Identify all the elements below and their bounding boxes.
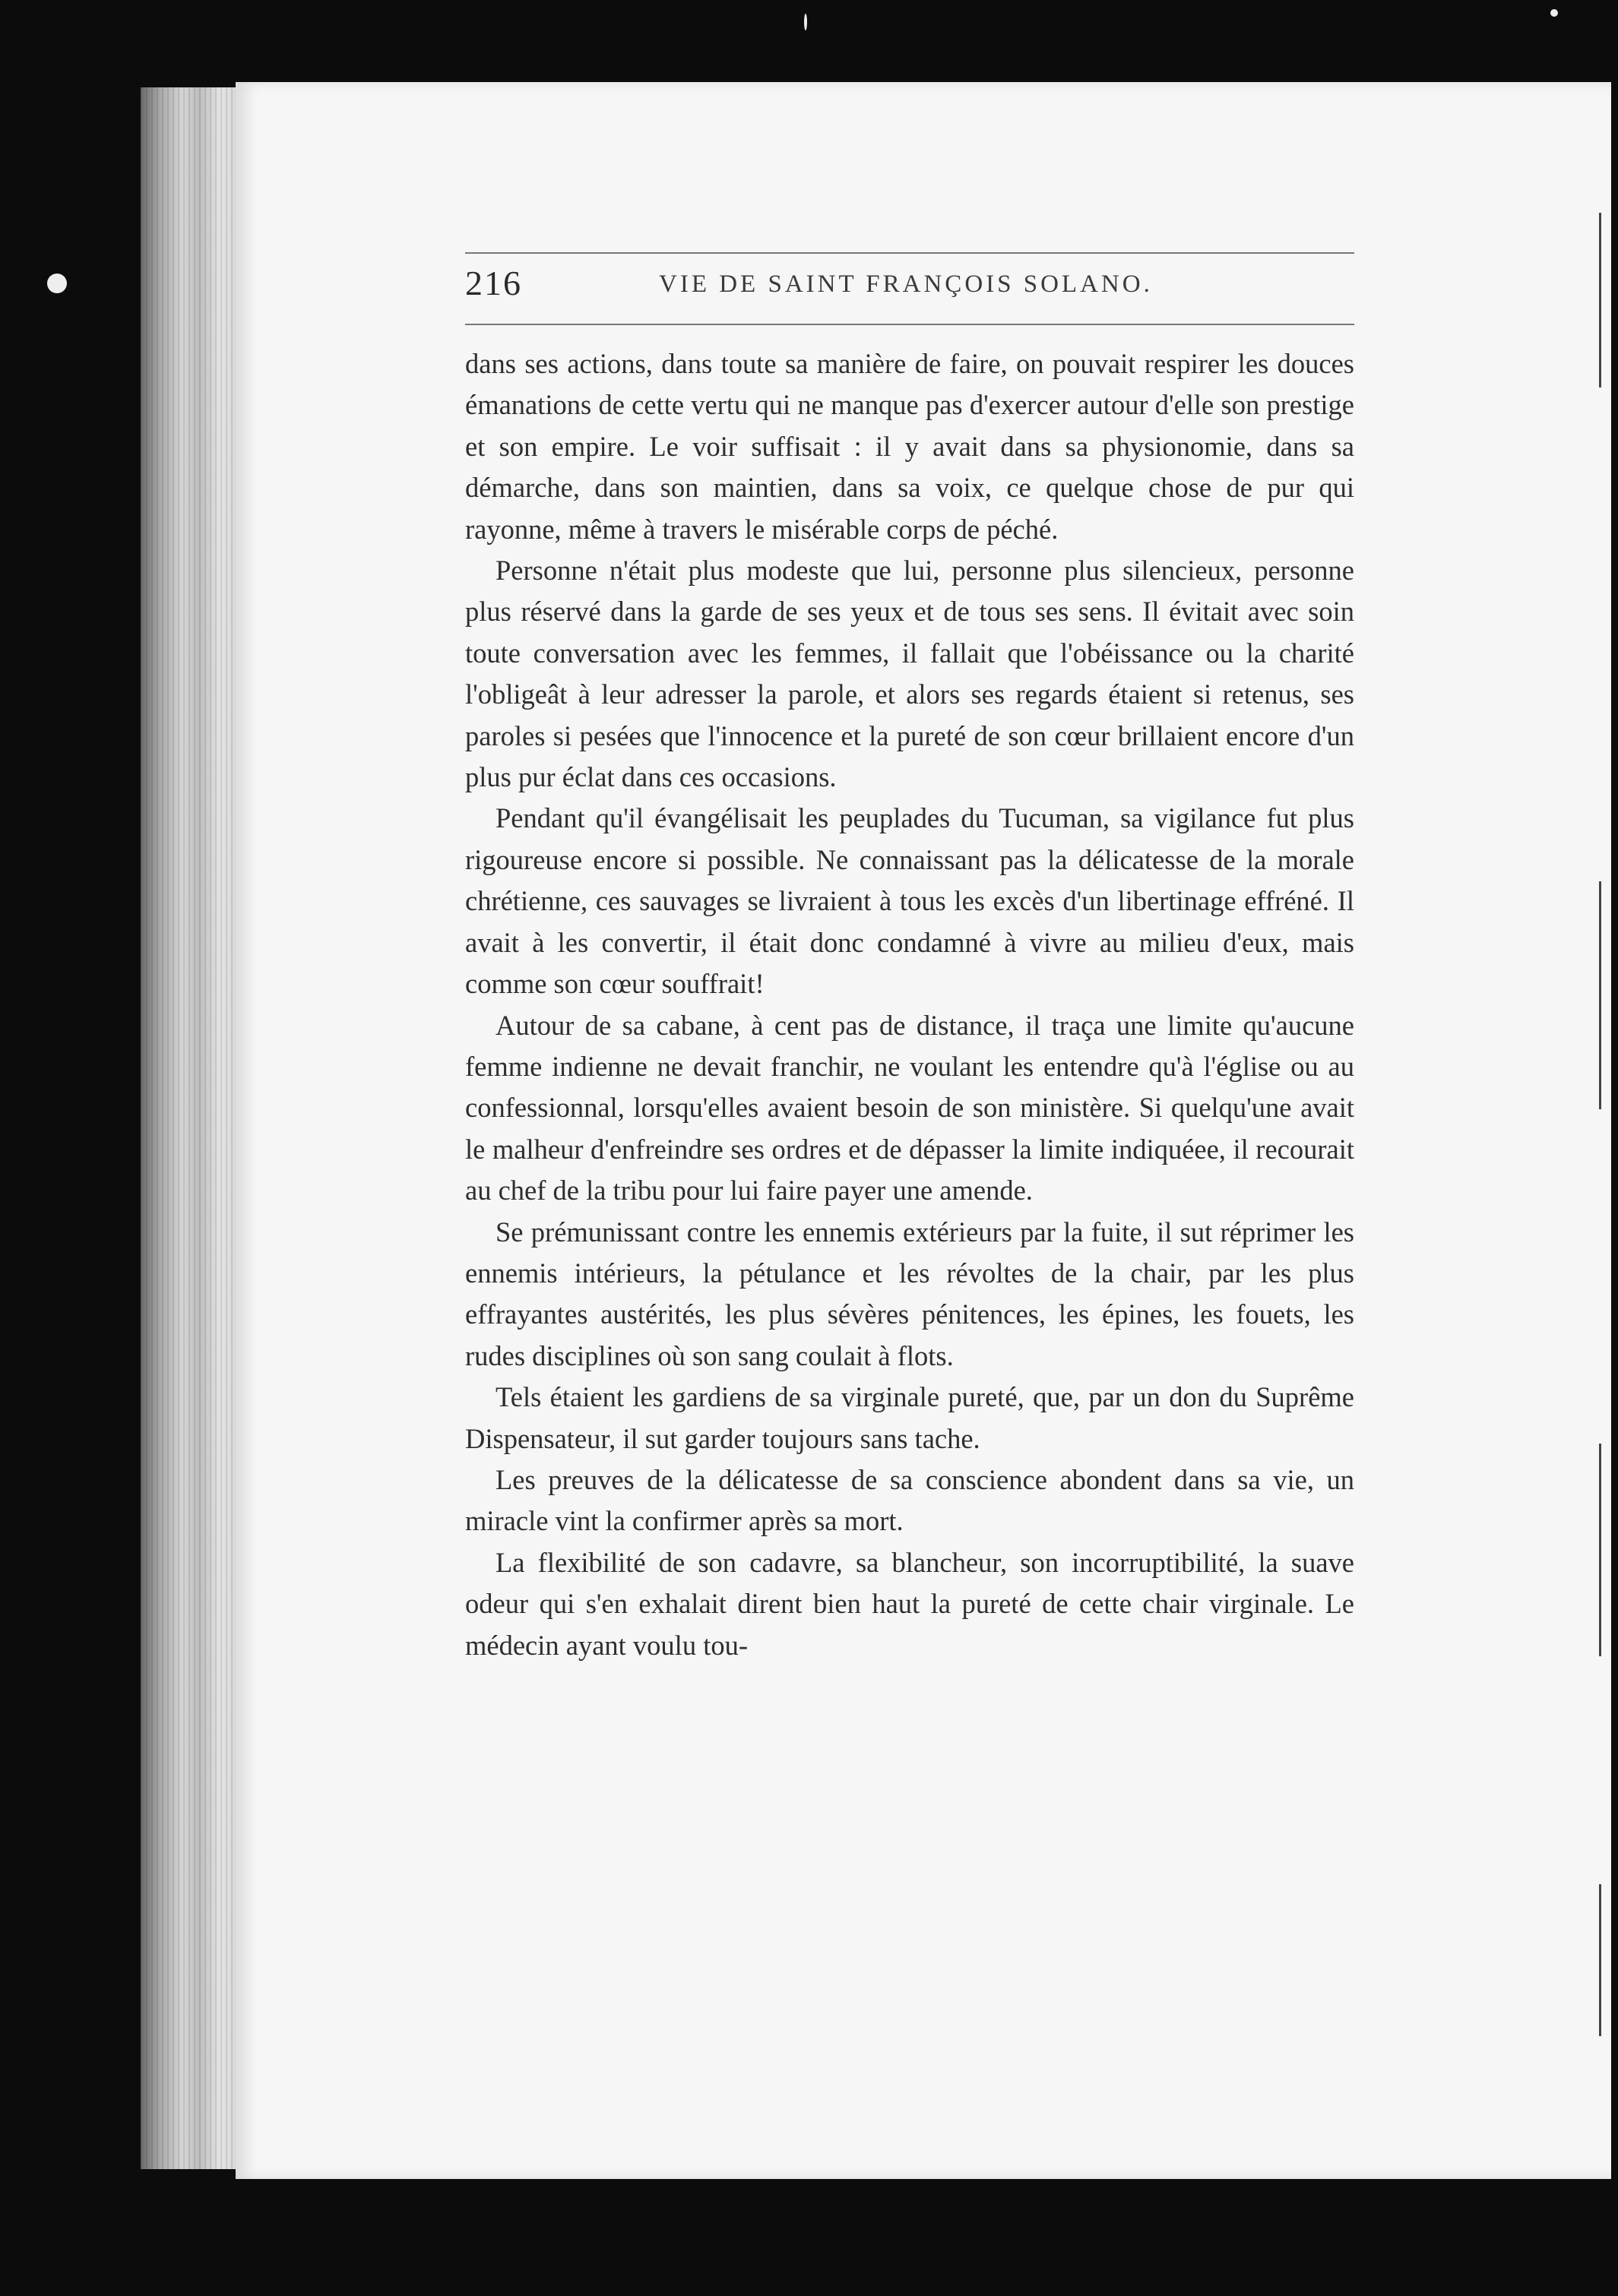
scan-speck — [804, 14, 807, 30]
paragraph: Se prémunissant contre les ennemis extérieurs par la fuite, il sut réprimer les ennemis intérieurs, la pétulance et les révoltes de la chair, par les plus effrayantes austérités, les plus sévères pénitences, les épines, les fouets, les rudes disciplines où son sang coulait à flots. — [465, 1216, 1354, 1371]
paragraph: dans ses actions, dans toute sa manière de faire, on pouvait respirer les douces émanations de cette vertu qui ne manque pas d'exercer autour d'elle son prestige et son empire. Le voir suffisait : il y avait dans sa physionomie, dans sa démarche, dans son maintien, dans sa voix, ce quelque chose de pur qui rayonne, même à travers le misérable corps de péché. — [465, 348, 1354, 545]
book-page-edges — [141, 87, 247, 2169]
body-text — [465, 343, 1354, 1666]
paragraph: Les preuves de la délicatesse de sa conscience abondent dans sa vie, un miracle vint la confirmer après sa mort. — [465, 1463, 1354, 1537]
paragraph: Tels étaient les gardiens de sa virginale pureté, que, par un don du Suprême Dispensateur, il sut garder toujours sans tache. — [465, 1381, 1354, 1454]
paragraph: Autour de sa cabane, à cent pas de distance, il traça une limite qu'aucune femme indienne ne devait franchir, ne voulant les entendre qu'à l'église ou au confessionnal, lorsqu'elles avaient besoin de son ministère. Si quelqu'une avait le malheur d'enfreindre ses ordres et de dépasser la limite indiquéee, il recourait au chef de la tribu pour lui faire payer une amende. — [465, 1009, 1354, 1207]
page-right-edge-marks — [1596, 213, 1607, 2082]
header-rule-top — [465, 252, 1354, 254]
paragraph: Personne n'était plus modeste que lui, personne plus silencieux, personne plus réservé dans la garde de ses yeux et de tous ses sens. Il évitait avec soin toute conversation avec les femmes, il fallait que l'obéissance ou la charité l'obligeât à leur adresser la parole, et alors ses regards étaient si retenus, ses paroles si pesées que l'innocence et la pureté de son cœur brillaient encore d'un plus pur éclat dans ces occasions. — [465, 555, 1354, 793]
paragraph: Pendant qu'il évangélisait les peuplades du Tucuman, sa vigilance fut plus rigoureuse encore si possible. Ne connaissant pas la délicatesse de la morale chrétienne, ces sauvages se livraient à tous les excès d'un libertinage effréné. Il avait à les convertir, il était donc condamné à vivre au milieu d'eux, mais comme son cœur souffrait! — [465, 802, 1354, 1000]
header-rule-bottom — [465, 324, 1354, 325]
page-number: 216 — [465, 264, 522, 302]
book-title: VIE DE SAINT FRANÇOIS SOLANO. — [659, 270, 1153, 298]
running-head — [465, 263, 1354, 312]
scan-speck — [1550, 9, 1558, 17]
scan-speck — [47, 274, 67, 293]
paragraph: La flexibilité de son cadavre, sa blancheur, son incorruptibilité, la suave odeur qui s'en exhalait dirent bien haut la pureté de cette chair virginale. Le médecin ayant voulu tou- — [465, 1546, 1354, 1661]
